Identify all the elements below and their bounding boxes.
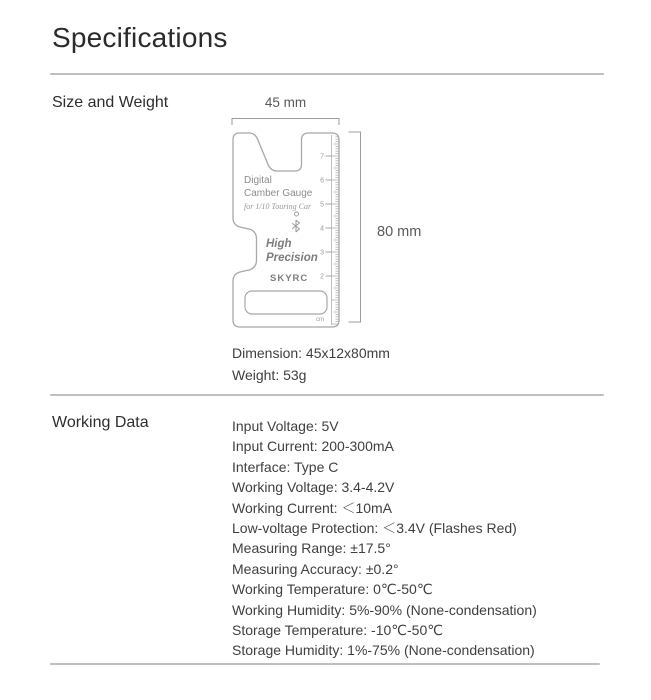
device-title-line2: Camber Gauge: [244, 188, 313, 199]
spec-row: Storage Humidity: 1%-75% (None-condensation): [232, 642, 535, 659]
device-highprecision-line1: High: [266, 238, 292, 250]
height-dimension-bracket: [349, 132, 361, 322]
section-divider: [50, 663, 600, 665]
spec-row: Measuring Accuracy: ±0.2°: [232, 560, 399, 577]
device-highprecision-line2: Precision: [266, 252, 318, 264]
device-title-line1: Digital: [244, 175, 272, 186]
width-dimension-bracket: [232, 119, 339, 126]
section-divider: [50, 394, 604, 396]
height-dimension-label: 80 mm: [377, 224, 422, 240]
dimension-text: Dimension: 45x12x80mm: [232, 345, 390, 361]
device-display-window: [245, 291, 327, 314]
ruler-unit-label: cm: [316, 317, 324, 323]
device-brand-logo: SKYRC: [270, 273, 309, 284]
working-data-list: [232, 416, 612, 661]
power-indicator-icon: [295, 212, 299, 216]
spec-row: Input Voltage: 5V: [232, 418, 339, 434]
spec-row: Low-voltage Protection: ＜3.4V (Flashes Red): [232, 520, 517, 537]
page-title: Specifications: [52, 22, 228, 53]
device-diagram: [215, 85, 439, 347]
spec-row: Measuring Range: ±17.5°: [232, 540, 391, 557]
spec-row: Working Temperature: 0℃-50℃: [232, 581, 433, 598]
bluetooth-icon: [293, 220, 300, 232]
section-divider: [50, 73, 604, 75]
width-dimension-label: 45 mm: [264, 95, 307, 110]
camber-gauge-drawing: [215, 85, 439, 347]
ruler-label-3: 3: [320, 249, 324, 257]
spec-row: Working Humidity: 5%-90% (None-condensation): [232, 601, 537, 618]
spec-row: Storage Temperature: -10℃-50℃: [232, 622, 443, 639]
spec-row: Working Voltage: 3.4-4.2V: [232, 479, 395, 496]
spec-row: Working Current: ＜10mA: [232, 499, 393, 516]
ruler-label-7: 7: [320, 153, 324, 161]
ruler-label-5: 5: [320, 201, 324, 209]
device-subtitle: for 1/10 Touring Car: [244, 202, 312, 211]
ruler-label-6: 6: [320, 177, 324, 185]
spec-row: Input Current: 200-300mA: [232, 438, 394, 455]
ruler-ticks: [326, 137, 340, 324]
ruler-label-2: 2: [320, 273, 324, 281]
weight-text: Weight: 53g: [232, 367, 307, 383]
ruler-label-4: 4: [320, 225, 324, 233]
working-data-heading: Working Data: [52, 414, 149, 431]
size-and-weight-heading: Size and Weight: [52, 94, 169, 111]
spec-row: Interface: Type C: [232, 458, 339, 475]
